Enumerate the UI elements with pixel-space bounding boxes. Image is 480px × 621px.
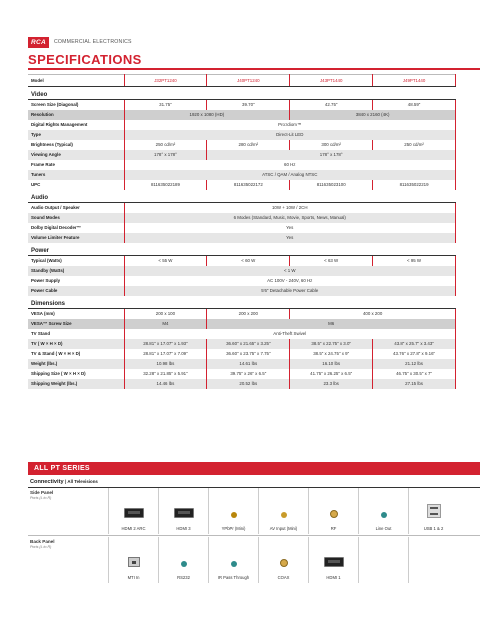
port	[108, 537, 158, 583]
cell: < 55 W	[124, 256, 207, 266]
model-name: J32PT1240	[124, 75, 207, 87]
port	[308, 537, 358, 583]
table-row	[28, 309, 456, 319]
cell: 48.59"	[373, 100, 456, 110]
cell: 280 cd/m²	[207, 140, 290, 150]
row-label: Shipping Size ( W × H × D)	[28, 369, 124, 379]
cell: ATSC / QAM / Analog NTSC	[124, 170, 456, 180]
hdmi-port-icon	[124, 508, 144, 518]
table-row	[28, 369, 456, 379]
panel-divider	[28, 535, 480, 536]
row-label: Resolution	[28, 110, 124, 120]
row-label: Brightness (Typical)	[28, 140, 124, 150]
table-row	[28, 140, 456, 150]
cell: 3840 x 2160 (4K)	[290, 110, 456, 120]
panel-name: Back Panel	[30, 539, 55, 544]
row-label: Volume Limiter Feature	[28, 233, 124, 243]
port-label: RF	[330, 526, 337, 531]
table-row	[28, 339, 456, 349]
table-row	[28, 170, 456, 180]
cell: M6	[207, 319, 456, 329]
cell: 16.10 lbs	[290, 359, 373, 369]
hdmi-port-icon	[174, 508, 194, 518]
empty-port-slot	[358, 537, 408, 583]
cell: 39.70"	[207, 100, 290, 110]
model-name: J43PT1440	[290, 75, 373, 87]
usb-port-icon	[427, 504, 441, 518]
port-label: MTI In	[127, 575, 140, 580]
port-label: Line Out	[375, 526, 392, 531]
port	[258, 488, 308, 534]
table-row	[28, 110, 456, 120]
row-label: Standby (Watts)	[28, 266, 124, 276]
table-row	[28, 266, 456, 276]
title-rule	[28, 68, 480, 70]
row-label: Power Cable	[28, 286, 124, 296]
port-label: HDMI 3	[176, 526, 191, 531]
table-row	[28, 180, 456, 190]
port	[208, 488, 258, 534]
row-label: Weight (lbs.)	[28, 359, 124, 369]
panel-sub: Ports (L to R)	[30, 545, 52, 549]
cell: 60 Hz	[124, 160, 456, 170]
panel-name: Side Panel	[30, 490, 54, 495]
port	[208, 537, 258, 583]
cell: Direct-Lit LED	[124, 130, 456, 140]
cell: Anti-Theft Swivel	[124, 329, 456, 339]
cell: 21.12 lbs	[373, 359, 456, 369]
cell: Yes	[124, 233, 456, 243]
cell: 36.60" x 21.65" x 3.25"	[207, 339, 290, 349]
cell: 10.98 lbs	[124, 359, 207, 369]
row-label: Frame Rate	[28, 160, 124, 170]
side-panel-label	[28, 488, 108, 534]
row-label: UPC	[28, 180, 124, 190]
row-label: Viewing Angle	[28, 150, 124, 160]
section-power	[28, 243, 456, 256]
section-dimensions	[28, 296, 456, 309]
cell: 43.76" x 27.8" x 9.16"	[373, 349, 456, 359]
model-header-row	[28, 75, 456, 87]
port	[358, 488, 408, 534]
side-panel	[28, 488, 458, 534]
table-row	[28, 359, 456, 369]
port	[108, 488, 158, 534]
row-label: TV Stand	[28, 329, 124, 339]
table-row	[28, 150, 456, 160]
table-row	[28, 100, 456, 110]
cell: 6 Modes (Standard, Music, Movie, Sports, News, Manual)	[124, 213, 456, 223]
spec-table	[28, 74, 456, 389]
cell: 1920 x 1080 (HD)	[124, 110, 290, 120]
model-label: Model	[28, 75, 124, 87]
row-label: Screen Size (Diagonal)	[28, 100, 124, 110]
table-row	[28, 276, 456, 286]
row-label: Dolby Digital Decoder™	[28, 223, 124, 233]
cell: < 63 W	[290, 256, 373, 266]
cell: 178° x 178°	[207, 150, 456, 160]
cell: AC 100V - 240V, 60 Hz	[124, 276, 456, 286]
cell: 32.28" x 21.85" x 5.91"	[124, 369, 207, 379]
port	[258, 537, 308, 583]
cell: 27.15 lbs	[373, 379, 456, 389]
series-banner: ALL PT SERIES	[28, 462, 480, 475]
table-row	[28, 120, 456, 130]
cell: 28.81" x 17.07" x 7.09"	[124, 349, 207, 359]
port	[308, 488, 358, 534]
cell: 811635023100	[290, 180, 373, 190]
cell: 20.52 lbs	[207, 379, 290, 389]
mini-jack-icon	[281, 512, 287, 518]
page-title: SPECIFICATIONS	[28, 52, 142, 67]
row-label: TV ( W × H × D)	[28, 339, 124, 349]
row-label: Shipping Weight (lbs.)	[28, 379, 124, 389]
rs232-jack-icon	[181, 561, 187, 567]
port-label: HDMI 1	[326, 575, 341, 580]
row-label: TV & Stand ( W × H × D)	[28, 349, 124, 359]
section-title: Dimensions	[28, 296, 456, 309]
cell: 36.60" x 23.75" x 7.75"	[207, 349, 290, 359]
cell: 200 x 200	[207, 309, 290, 319]
section-video	[28, 87, 456, 100]
cell: 300 cd/m²	[290, 140, 373, 150]
cell: < 1 W	[124, 266, 456, 276]
row-label: Tuners	[28, 170, 124, 180]
port-label: USB 1 & 2	[423, 526, 444, 531]
table-row	[28, 160, 456, 170]
section-audio	[28, 190, 456, 203]
port	[158, 488, 208, 534]
port-label: IR Pass Through	[217, 575, 250, 580]
port	[158, 537, 208, 583]
table-row	[28, 319, 456, 329]
mti-port-icon	[128, 557, 140, 567]
cell: 46.75" x 30.5" x 7"	[373, 369, 456, 379]
section-title: Power	[28, 243, 456, 256]
port	[408, 488, 458, 534]
port-label: YPbPr (Mini)	[221, 526, 246, 531]
cell: 10W + 10W / 2CH	[124, 203, 456, 213]
cell: 38.5" x 24.75" x 9"	[290, 349, 373, 359]
empty-port-slot	[408, 537, 458, 583]
table-row	[28, 223, 456, 233]
row-label: Type	[28, 130, 124, 140]
cell: 811635022172	[207, 180, 290, 190]
table-row	[28, 233, 456, 243]
cell: M4	[124, 319, 207, 329]
port-label: HDMI 2 ARC	[121, 526, 146, 531]
port-label: COAX	[277, 575, 290, 580]
line-out-jack-icon	[381, 512, 387, 518]
cell: 811635022189	[124, 180, 207, 190]
coax-connector-icon	[280, 559, 288, 567]
port-label: AV Input (Mini)	[269, 526, 298, 531]
back-panel	[28, 537, 458, 583]
row-label: VESA (mm)	[28, 309, 124, 319]
cell: 5'6" Detachable Power Cable	[124, 286, 456, 296]
cell: < 95 W	[373, 256, 456, 266]
cell: 400 x 200	[290, 309, 456, 319]
connectivity-subtitle: | All Televisions	[65, 479, 98, 484]
brand-subtitle: COMMERCIAL ELECTRONICS	[53, 39, 132, 45]
back-panel-label	[28, 537, 108, 583]
cell: 39.75" x 26" x 6.5"	[207, 369, 290, 379]
cell: 38.5" x 22.75" x 3.0"	[290, 339, 373, 349]
row-label: Sound Modes	[28, 213, 124, 223]
table-row	[28, 203, 456, 213]
model-name: J49PT1440	[373, 75, 456, 87]
connectivity-heading: Connectivity	[30, 479, 64, 485]
row-label: Audio Output / Speaker	[28, 203, 124, 213]
cell: 250 cd/m²	[373, 140, 456, 150]
cell: Yes	[124, 223, 456, 233]
ir-jack-icon	[231, 561, 237, 567]
model-name: J40PT1240	[207, 75, 290, 87]
back-ports	[108, 537, 458, 583]
table-row	[28, 130, 456, 140]
cell: 250 cd/m²	[124, 140, 207, 150]
section-title: Audio	[28, 190, 456, 203]
connectivity-title	[30, 479, 98, 485]
hdmi-port-icon	[324, 557, 344, 567]
brand-header	[28, 36, 132, 48]
table-row	[28, 379, 456, 389]
cell: 811635022219	[373, 180, 456, 190]
rf-connector-icon	[330, 510, 338, 518]
cell: < 60 W	[207, 256, 290, 266]
row-label: Power Supply	[28, 276, 124, 286]
cell: 14.46 lbs	[124, 379, 207, 389]
table-row	[28, 349, 456, 359]
row-label: Typical (Watts)	[28, 256, 124, 266]
rca-logo: RCA	[28, 37, 49, 48]
cell: 42.75"	[290, 100, 373, 110]
table-row	[28, 256, 456, 266]
cell: Pro:Idiom™	[124, 120, 456, 130]
table-row	[28, 213, 456, 223]
side-ports	[108, 488, 458, 534]
mini-jack-icon	[231, 512, 237, 518]
table-row	[28, 286, 456, 296]
row-label: VESA™ Screw Size	[28, 319, 124, 329]
section-title: Video	[28, 87, 456, 100]
cell: 28.81" x 17.07" x 1.93"	[124, 339, 207, 349]
cell: 43.8" x 25.7" x 3.43"	[373, 339, 456, 349]
cell: 31.75"	[124, 100, 207, 110]
table-row	[28, 329, 456, 339]
panel-sub: Ports (L to R)	[30, 496, 52, 500]
cell: 14.61 lbs	[207, 359, 290, 369]
cell: 200 x 100	[124, 309, 207, 319]
cell: 23.3 lbs	[290, 379, 373, 389]
row-label: Digital Rights Management	[28, 120, 124, 130]
port-label: RS232	[177, 575, 190, 580]
cell: 178° x 178°	[124, 150, 207, 160]
cell: 41.75" x 26.25" x 6.5"	[290, 369, 373, 379]
